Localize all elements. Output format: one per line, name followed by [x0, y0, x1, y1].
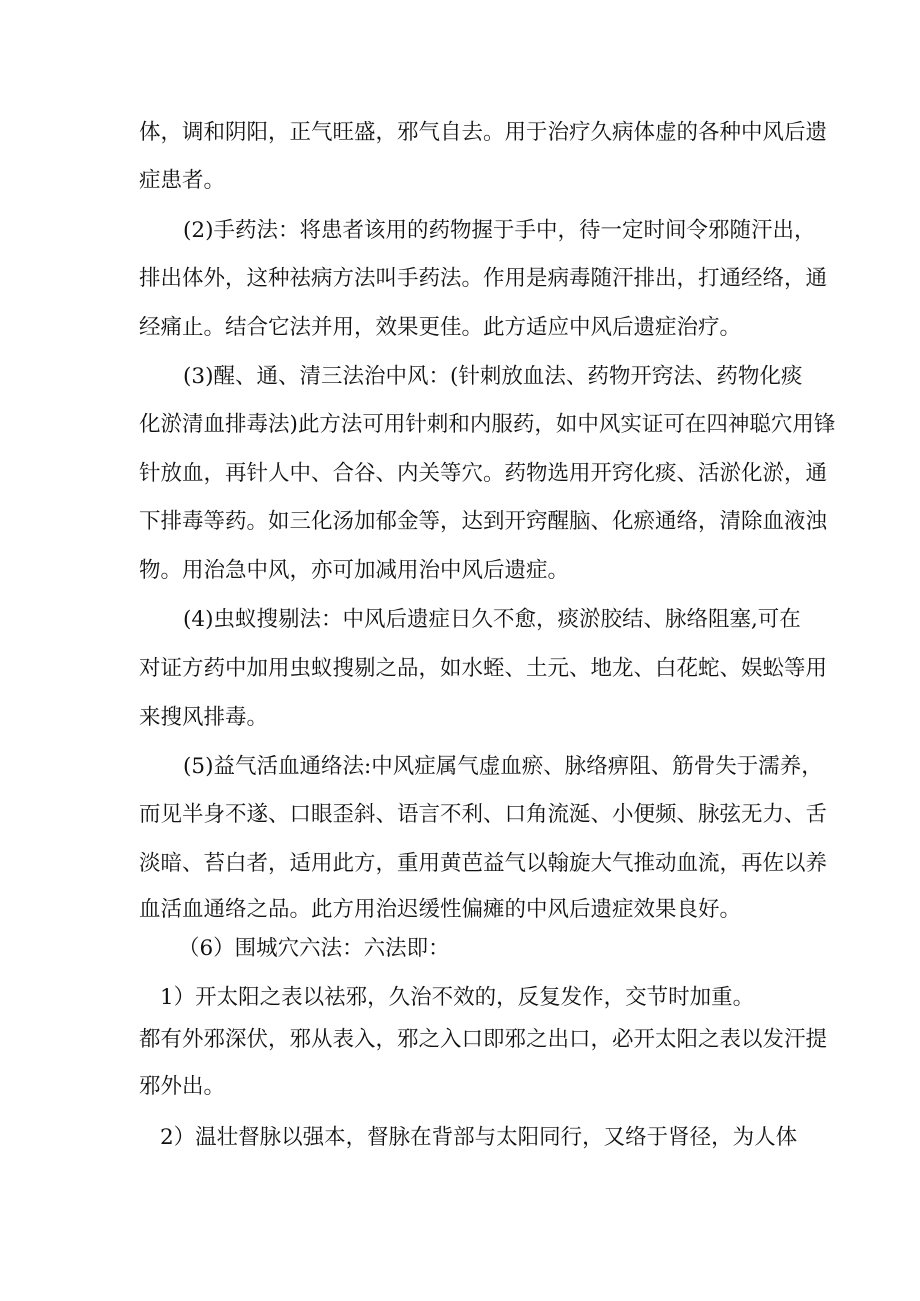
text-line: 1）开太阳之表以祛邪，久治不效的，反复发作，交节时加重。 [160, 985, 755, 1010]
text-line: 来搜风排毒。 [139, 705, 269, 730]
text-line: 2）温壮督脉以强本，督脉在背部与太阳同行，又络于肾径，为人体 [160, 1125, 798, 1150]
text-line: 下排毒等药。如三化汤加郁金等，达到开窍醒脑、化瘀通络，清除血液浊 [139, 509, 828, 534]
text-line: 而见半身不遂、口眼歪斜、语言不利、口角流涎、小便频、脉弦无力、舌 [139, 802, 828, 827]
text-line: 都有外邪深伏，邪从表入，邪之入口即邪之出口，必开太阳之表以发汗提 [139, 1027, 828, 1052]
text-line: 经痛止。结合它法并用，效果更佳。此方适应中风后遗症治疗。 [139, 315, 742, 340]
text-line: 淡暗、苔白者，适用此方，重用黄芭益气以翰旋大气推动血流，再佐以养 [139, 851, 828, 876]
text-line: 对证方药中加用虫蚁搜剔之品，如水蛭、土元、地龙、白花蛇、娱蚣等用 [139, 656, 828, 681]
text-line: 物。用治急中风，亦可加减用治中风后遗症。 [139, 558, 570, 583]
text-line: (3)醒、通、清三法治中风：(针刺放血法、药物开窍法、药物化痰 [183, 364, 803, 389]
text-line: (4)虫蚁搜剔法：中风后遗症日久不愈，痰淤胶结、脉络阻塞,可在 [183, 607, 801, 632]
text-line: 症患者。 [139, 168, 226, 193]
text-line: 邪外出。 [139, 1074, 226, 1099]
text-line: 排出体外，这种祛病方法叫手药法。作用是病毒随汗排出，打通经络，通 [139, 266, 828, 291]
text-line: 血活血通络之品。此方用治迟缓性偏瘫的中风后遗症效果良好。 [139, 897, 742, 922]
text-line: 体，调和阴阳，正气旺盛，邪气自去。用于治疗久病体虚的各种中风后遗 [139, 120, 828, 145]
text-line: （6）围城穴六法：六法即： [178, 936, 450, 961]
text-line: (2)手药法：将患者该用的药物握于手中，待一定时间令邪随汗出， [183, 218, 816, 243]
text-line: 针放血，再针人中、合谷、内关等穴。药物选用开窍化痰、活淤化淤，通 [139, 461, 828, 486]
text-line: 化淤清血排毒法)此方法可用针刺和内服药，如中风实证可在四神聪穴用锋 [139, 412, 836, 437]
text-line: (5)益气活血通络法:中风症属气虚血瘀、脉络痹阻、筋骨失于濡养， [183, 754, 823, 779]
